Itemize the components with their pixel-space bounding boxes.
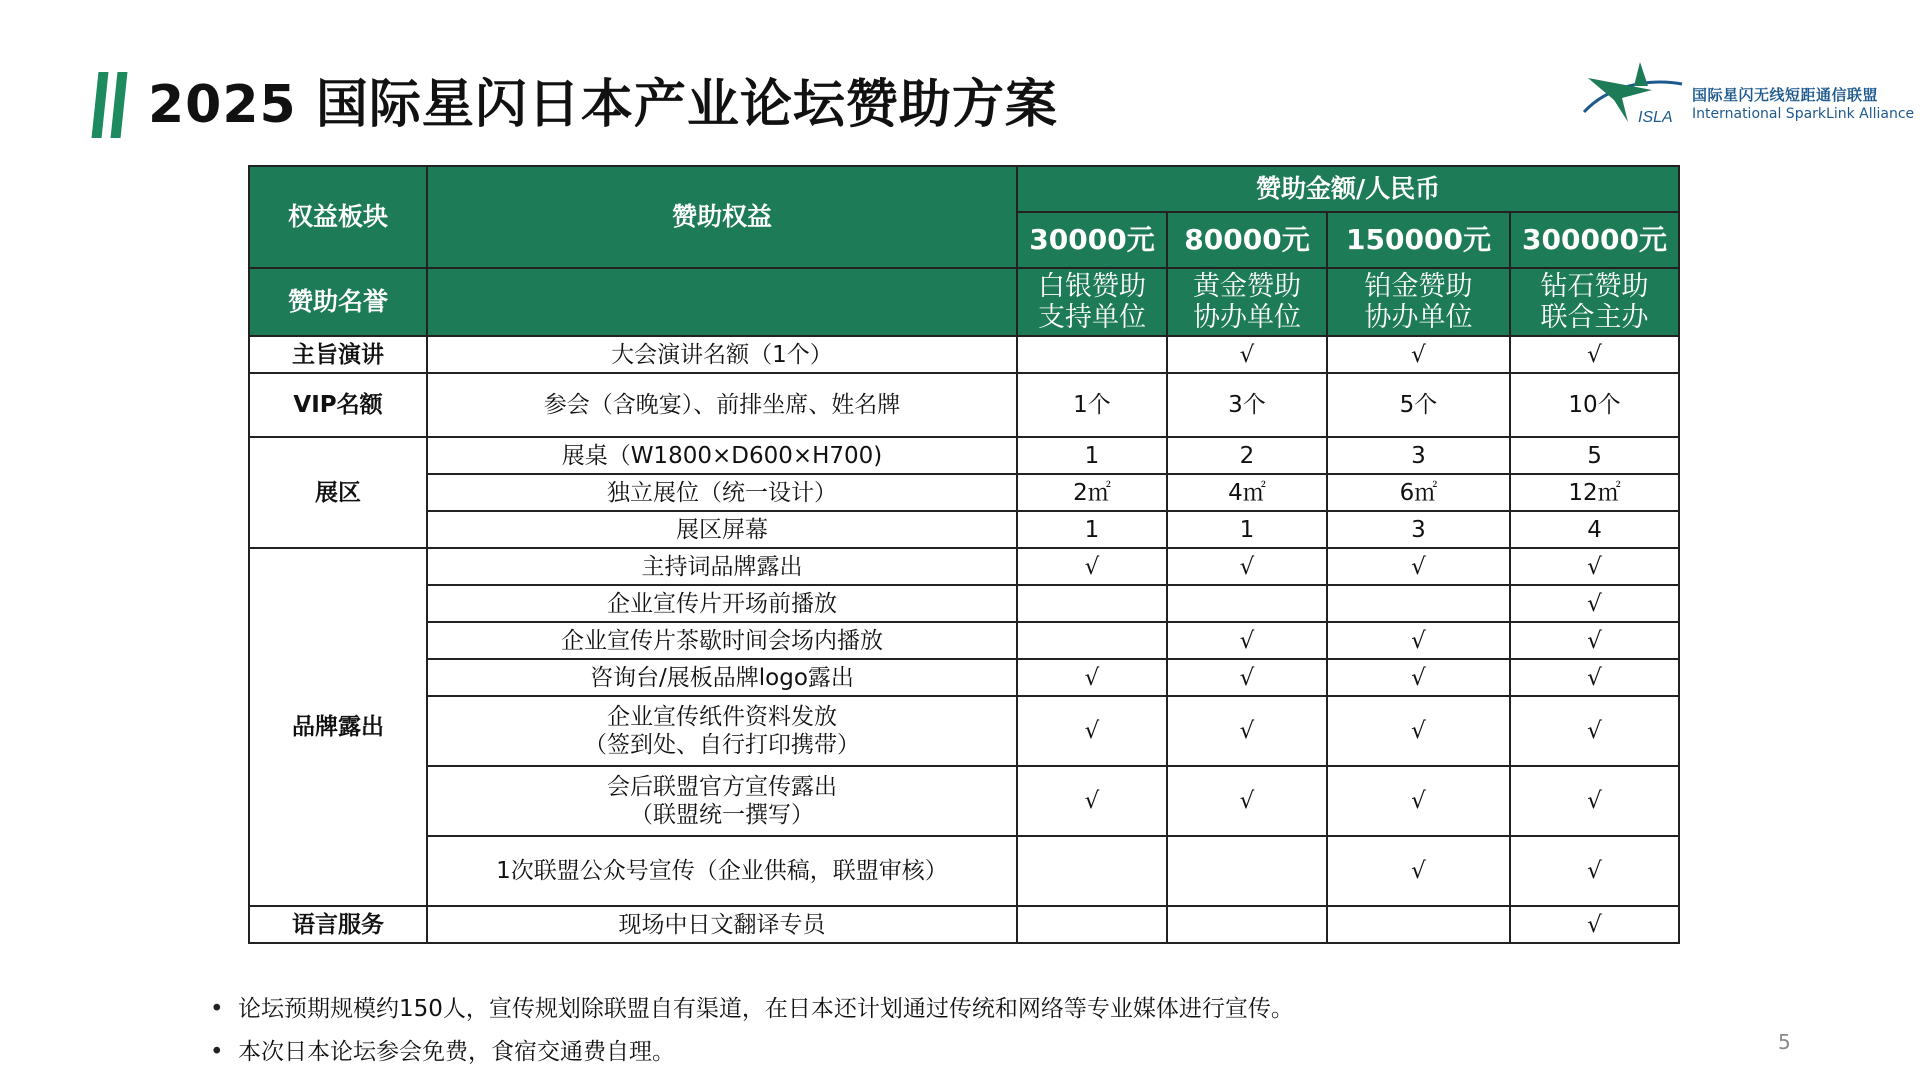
- sponsorship-table: [248, 165, 1680, 944]
- benefit-cell: 现场中日文翻译专员: [427, 906, 1017, 943]
- table-row: [249, 511, 1679, 548]
- value-cell: 5个: [1327, 373, 1510, 437]
- value-cell: √: [1327, 548, 1510, 585]
- value-cell: √: [1510, 336, 1679, 373]
- value-cell: 2: [1167, 437, 1327, 474]
- value-cell: √: [1510, 696, 1679, 766]
- value-cell: √: [1327, 696, 1510, 766]
- header-honor: [1510, 268, 1679, 336]
- honor-line: 协办单位: [1364, 302, 1473, 333]
- table-row: [249, 548, 1679, 585]
- honor-line: 黄金赞助: [1193, 271, 1301, 302]
- value-cell: 3: [1327, 437, 1510, 474]
- value-cell: [1017, 622, 1167, 659]
- honor-line: 铂金赞助: [1364, 271, 1473, 302]
- header-benefit: 赞助权益: [427, 166, 1017, 268]
- value-cell: [1167, 585, 1327, 622]
- value-cell: [1017, 336, 1167, 373]
- sponsorship-table-wrap: [248, 165, 1678, 944]
- header-amount: 30000元: [1017, 212, 1167, 268]
- category-cell: 主旨演讲: [249, 336, 427, 373]
- table-row: [249, 373, 1679, 437]
- table-row: [249, 622, 1679, 659]
- value-cell: 1: [1167, 511, 1327, 548]
- header-amount: 300000元: [1510, 212, 1679, 268]
- header-honor-blank: [427, 268, 1017, 336]
- benefit-cell: 展区屏幕: [427, 511, 1017, 548]
- value-cell: √: [1510, 548, 1679, 585]
- header-row-honors: [249, 268, 1679, 336]
- title-accent-bar: [92, 72, 109, 138]
- isla-logo: [1578, 56, 1915, 128]
- benefit-cell: 大会演讲名额（1个）: [427, 336, 1017, 373]
- table-row: [249, 474, 1679, 511]
- value-cell: [1017, 585, 1167, 622]
- value-cell: [1017, 906, 1167, 943]
- value-cell: √: [1167, 548, 1327, 585]
- logo-name-cn: 国际星闪无线短距通信联盟: [1692, 86, 1879, 104]
- value-cell: √: [1167, 659, 1327, 696]
- benefit-cell: 企业宣传片茶歇时间会场内播放: [427, 622, 1017, 659]
- benefit-cell: 独立展位（统一设计）: [427, 474, 1017, 511]
- benefit-cell: 企业宣传片开场前播放: [427, 585, 1017, 622]
- value-cell: √: [1327, 659, 1510, 696]
- value-cell: 1: [1017, 511, 1167, 548]
- header-honor: [1327, 268, 1510, 336]
- table-row: [249, 437, 1679, 474]
- benefit-line: 企业宣传纸件资料发放: [607, 704, 837, 730]
- value-cell: √: [1017, 548, 1167, 585]
- header-amount: 150000元: [1327, 212, 1510, 268]
- honor-line: 钻石赞助: [1540, 271, 1649, 302]
- benefit-cell: [427, 696, 1017, 766]
- table-row: [249, 906, 1679, 943]
- category-cell: 品牌露出: [249, 548, 427, 906]
- value-cell: 3: [1327, 511, 1510, 548]
- honor-line: 协办单位: [1193, 302, 1301, 333]
- value-cell: √: [1167, 696, 1327, 766]
- value-cell: √: [1510, 622, 1679, 659]
- benefit-cell: 主持词品牌露出: [427, 548, 1017, 585]
- value-cell: [1167, 836, 1327, 906]
- table-row: [249, 659, 1679, 696]
- table-row: [249, 336, 1679, 373]
- value-cell: 6㎡: [1327, 474, 1510, 511]
- table-row: [249, 585, 1679, 622]
- page-title: 2025 国际星闪日本产业论坛赞助方案: [148, 75, 1058, 135]
- table-row: [249, 836, 1679, 906]
- category-cell: VIP名额: [249, 373, 427, 437]
- value-cell: [1327, 906, 1510, 943]
- value-cell: √: [1510, 906, 1679, 943]
- header-honor: [1017, 268, 1167, 336]
- value-cell: [1017, 836, 1167, 906]
- benefit-cell: 展桌（W1800×D600×H700): [427, 437, 1017, 474]
- benefit-cell: 1次联盟公众号宣传（企业供稿，联盟审核）: [427, 836, 1017, 906]
- value-cell: 4㎡: [1167, 474, 1327, 511]
- value-cell: √: [1167, 336, 1327, 373]
- value-cell: √: [1017, 659, 1167, 696]
- category-cell: 语言服务: [249, 906, 427, 943]
- honor-line: 支持单位: [1038, 302, 1146, 333]
- value-cell: 1个: [1017, 373, 1167, 437]
- benefit-line: （签到处、自行打印携带）: [584, 732, 860, 758]
- footnote-item: • 论坛预期规模约150人，宣传规划除联盟自有渠道，在日本还计划通过传统和网络等专业媒体进行宣传。: [210, 988, 1294, 1031]
- value-cell: √: [1167, 622, 1327, 659]
- table-row: [249, 696, 1679, 766]
- benefit-line: 会后联盟官方宣传露出: [607, 774, 837, 800]
- footnotes: [210, 988, 1294, 1074]
- sparklink-star-icon: [1578, 56, 1690, 128]
- value-cell: 4: [1510, 511, 1679, 548]
- value-cell: 3个: [1167, 373, 1327, 437]
- page-number: 5: [1778, 1030, 1791, 1054]
- logo-mark-text: ISLA: [1638, 109, 1673, 126]
- value-cell: 10个: [1510, 373, 1679, 437]
- header-row-amount-group: [249, 166, 1679, 212]
- value-cell: √: [1510, 836, 1679, 906]
- title-accent-bar: [111, 72, 128, 138]
- category-cell: 展区: [249, 437, 427, 548]
- value-cell: 5: [1510, 437, 1679, 474]
- value-cell: √: [1017, 696, 1167, 766]
- value-cell: √: [1327, 836, 1510, 906]
- benefit-cell: 参会（含晚宴）、前排坐席、姓名牌: [427, 373, 1017, 437]
- value-cell: √: [1510, 659, 1679, 696]
- value-cell: √: [1510, 766, 1679, 836]
- footnote-item: • 本次日本论坛参会免费，食宿交通费自理。: [210, 1031, 1294, 1074]
- value-cell: [1327, 585, 1510, 622]
- value-cell: √: [1167, 766, 1327, 836]
- benefit-cell: 咨询台/展板品牌logo露出: [427, 659, 1017, 696]
- benefit-cell: [427, 766, 1017, 836]
- header-honor-label: 赞助名誉: [249, 268, 427, 336]
- value-cell: √: [1510, 585, 1679, 622]
- logo-name-en: International SparkLink Alliance: [1692, 106, 1915, 122]
- header-honor: [1167, 268, 1327, 336]
- header-category: 权益板块: [249, 166, 427, 268]
- header-amount-group: 赞助金额/人民币: [1017, 166, 1679, 212]
- title-accent-bars: [95, 72, 131, 138]
- table-row: [249, 766, 1679, 836]
- value-cell: √: [1327, 766, 1510, 836]
- value-cell: √: [1017, 766, 1167, 836]
- header-amount: 80000元: [1167, 212, 1327, 268]
- value-cell: 2㎡: [1017, 474, 1167, 511]
- value-cell: √: [1327, 336, 1510, 373]
- value-cell: [1167, 906, 1327, 943]
- value-cell: √: [1327, 622, 1510, 659]
- honor-line: 联合主办: [1540, 302, 1649, 333]
- benefit-line: （联盟统一撰写）: [630, 802, 814, 828]
- value-cell: 12㎡: [1510, 474, 1679, 511]
- honor-line: 白银赞助: [1038, 271, 1146, 302]
- value-cell: 1: [1017, 437, 1167, 474]
